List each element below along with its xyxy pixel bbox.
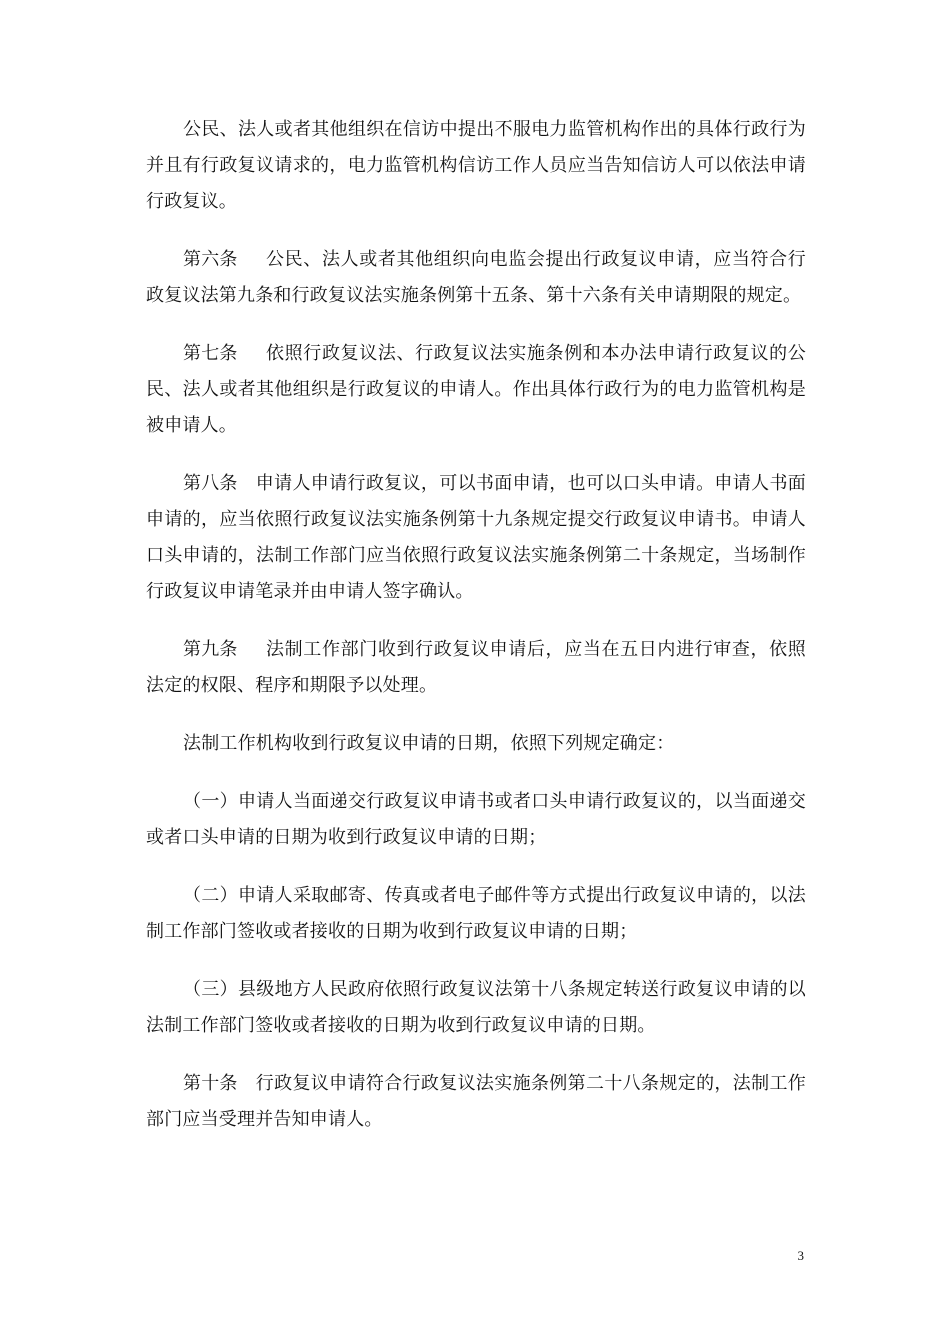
paragraph-text: 法制工作部门收到行政复议申请后，应当在五日内进行审查，依照法定的权限、程序和期限予以处理。 <box>146 639 806 696</box>
article-9 <box>146 632 806 704</box>
paragraph-text: （二）申请人采取邮寄、传真或者电子邮件等方式提出行政复议申请的，以法制工作部门签收或者接收的日期为收到行政复议申请的日期； <box>146 885 806 942</box>
article-number: 第七条 <box>183 343 238 364</box>
document-body <box>146 112 806 1160</box>
paragraph-text: 公民、法人或者其他组织在信访中提出不服电力监管机构作出的具体行政行为并且有行政复议请求的，电力监管机构信访工作人员应当告知信访人可以依法申请行政复议。 <box>146 119 806 212</box>
paragraph-1 <box>146 112 806 220</box>
list-item-2 <box>146 878 806 950</box>
article-7 <box>146 336 806 444</box>
article-number: 第八条 <box>183 473 238 494</box>
paragraph-text: 行政复议申请符合行政复议法实施条例第二十八条规定的，法制工作部门应当受理并告知申请人。 <box>146 1073 806 1130</box>
article-number: 第六条 <box>183 249 238 270</box>
paragraph-text: （一）申请人当面递交行政复议申请书或者口头申请行政复议的，以当面递交或者口头申请的日期为收到行政复议申请的日期； <box>146 791 806 848</box>
article-number: 第十条 <box>183 1073 238 1094</box>
paragraph-receipt-date <box>146 726 806 762</box>
paragraph-text: （三）县级地方人民政府依照行政复议法第十八条规定转送行政复议申请的以法制工作部门签收或者接收的日期为收到行政复议申请的日期。 <box>146 979 806 1036</box>
paragraph-text: 依照行政复议法、行政复议法实施条例和本办法申请行政复议的公民、法人或者其他组织是行政复议的申请人。作出具体行政行为的电力监管机构是被申请人。 <box>146 343 806 436</box>
page-number: 3 <box>797 1248 804 1263</box>
list-item-3 <box>146 972 806 1044</box>
paragraph-text: 法制工作机构收到行政复议申请的日期，依照下列规定确定： <box>183 733 675 754</box>
article-8 <box>146 466 806 610</box>
list-item-1 <box>146 784 806 856</box>
article-6 <box>146 242 806 314</box>
paragraph-text: 申请人申请行政复议，可以书面申请，也可以口头申请。申请人书面申请的，应当依照行政复议法实施条例第十九条规定提交行政复议申请书。申请人口头申请的，法制工作部门应当依照行政复议法实施条例第二十条规定，当场制作行政复议申请笔录并由申请人签字确认。 <box>146 473 806 602</box>
paragraph-text: 公民、法人或者其他组织向电监会提出行政复议申请，应当符合行政复议法第九条和行政复议法实施条例第十五条、第十六条有关申请期限的规定。 <box>146 249 806 306</box>
article-10 <box>146 1066 806 1138</box>
article-number: 第九条 <box>183 639 238 660</box>
